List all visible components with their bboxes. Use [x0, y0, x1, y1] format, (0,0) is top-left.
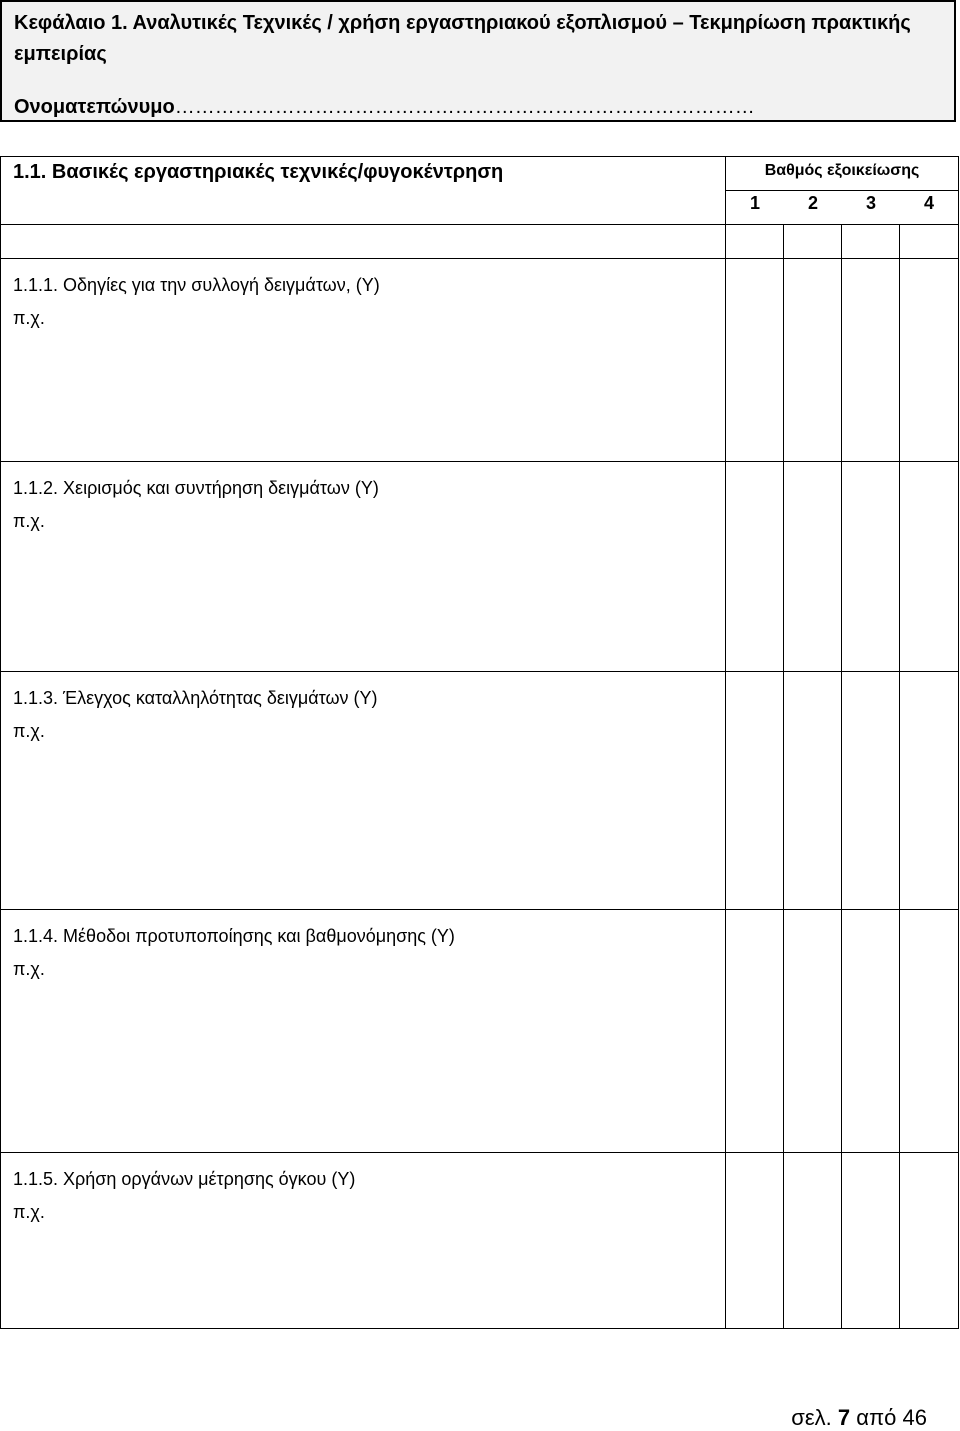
item-title: 1.1.2. Χειρισμός και συντήρηση δειγμάτων (Υ) — [13, 478, 379, 498]
item-title: 1.1.5. Χρήση οργάνων μέτρησης όγκου (Υ) — [13, 1169, 356, 1189]
table-row — [1, 259, 959, 462]
rating-cell[interactable] — [726, 1153, 784, 1329]
item-cell[interactable] — [1, 1153, 726, 1329]
scale-value: 3 — [865, 193, 876, 213]
scale-numbers — [726, 191, 959, 225]
item-cell[interactable] — [1, 672, 726, 910]
table-row — [1, 672, 959, 910]
item-example: π.χ. — [13, 511, 45, 531]
spacer-row — [1, 225, 959, 259]
rating-cell[interactable] — [842, 910, 900, 1153]
item-example: π.χ. — [13, 959, 45, 979]
chapter-title: Κεφάλαιο 1. Αναλυτικές Τεχνικές / χρήση εργαστηριακού εξοπλισμού – Τεκμηρίωση πρακτικής εμπειρίας — [14, 12, 911, 65]
item-cell[interactable] — [1, 259, 726, 462]
rating-cell[interactable] — [784, 259, 842, 462]
item-example: π.χ. — [13, 308, 45, 328]
rating-cell[interactable] — [900, 259, 959, 462]
rating-cell[interactable] — [726, 259, 784, 462]
rating-cell[interactable] — [726, 672, 784, 910]
rating-cell[interactable] — [784, 1153, 842, 1329]
item-title: 1.1.3. Έλεγχος καταλληλότητας δειγμάτων (Υ) — [13, 688, 378, 708]
name-dots: …………………………………………………………………………… — [174, 96, 755, 118]
page-prefix: σελ. — [791, 1405, 832, 1430]
scale-label: Βαθμός εξοικείωσης — [726, 157, 959, 191]
rating-cell[interactable] — [900, 910, 959, 1153]
rating-cell[interactable] — [900, 672, 959, 910]
rating-cell[interactable] — [900, 1153, 959, 1329]
name-label: Ονοματεπώνυμο — [14, 96, 175, 118]
scale-value: 1 — [749, 193, 760, 213]
rating-cell[interactable] — [842, 672, 900, 910]
item-cell[interactable] — [1, 910, 726, 1153]
table-row — [1, 910, 959, 1153]
rating-cell[interactable] — [784, 462, 842, 672]
name-field[interactable] — [14, 96, 755, 119]
page-suffix: από 46 — [856, 1405, 927, 1430]
rating-cell[interactable] — [842, 1153, 900, 1329]
scale-value: 2 — [807, 193, 818, 213]
page-number — [791, 1405, 927, 1431]
table-row — [1, 462, 959, 672]
rating-cell[interactable] — [842, 462, 900, 672]
chapter-header — [0, 0, 956, 122]
item-title: 1.1.4. Μέθοδοι προτυποποίησης και βαθμονόμησης (Υ) — [13, 926, 455, 946]
rating-cell[interactable] — [784, 672, 842, 910]
current-page: 7 — [837, 1405, 851, 1430]
rating-cell[interactable] — [842, 259, 900, 462]
item-example: π.χ. — [13, 721, 45, 741]
practice-table — [0, 156, 959, 1329]
section-title: 1.1. Βασικές εργαστηριακές τεχνικές/φυγοκέντρηση — [1, 157, 726, 225]
rating-cell[interactable] — [900, 462, 959, 672]
rating-cell[interactable] — [726, 462, 784, 672]
rating-cell[interactable] — [784, 910, 842, 1153]
rating-cell[interactable] — [726, 910, 784, 1153]
table-row — [1, 1153, 959, 1329]
item-example: π.χ. — [13, 1202, 45, 1222]
item-title: 1.1.1. Οδηγίες για την συλλογή δειγμάτων, (Υ) — [13, 275, 380, 295]
item-cell[interactable] — [1, 462, 726, 672]
scale-value: 4 — [923, 193, 934, 213]
